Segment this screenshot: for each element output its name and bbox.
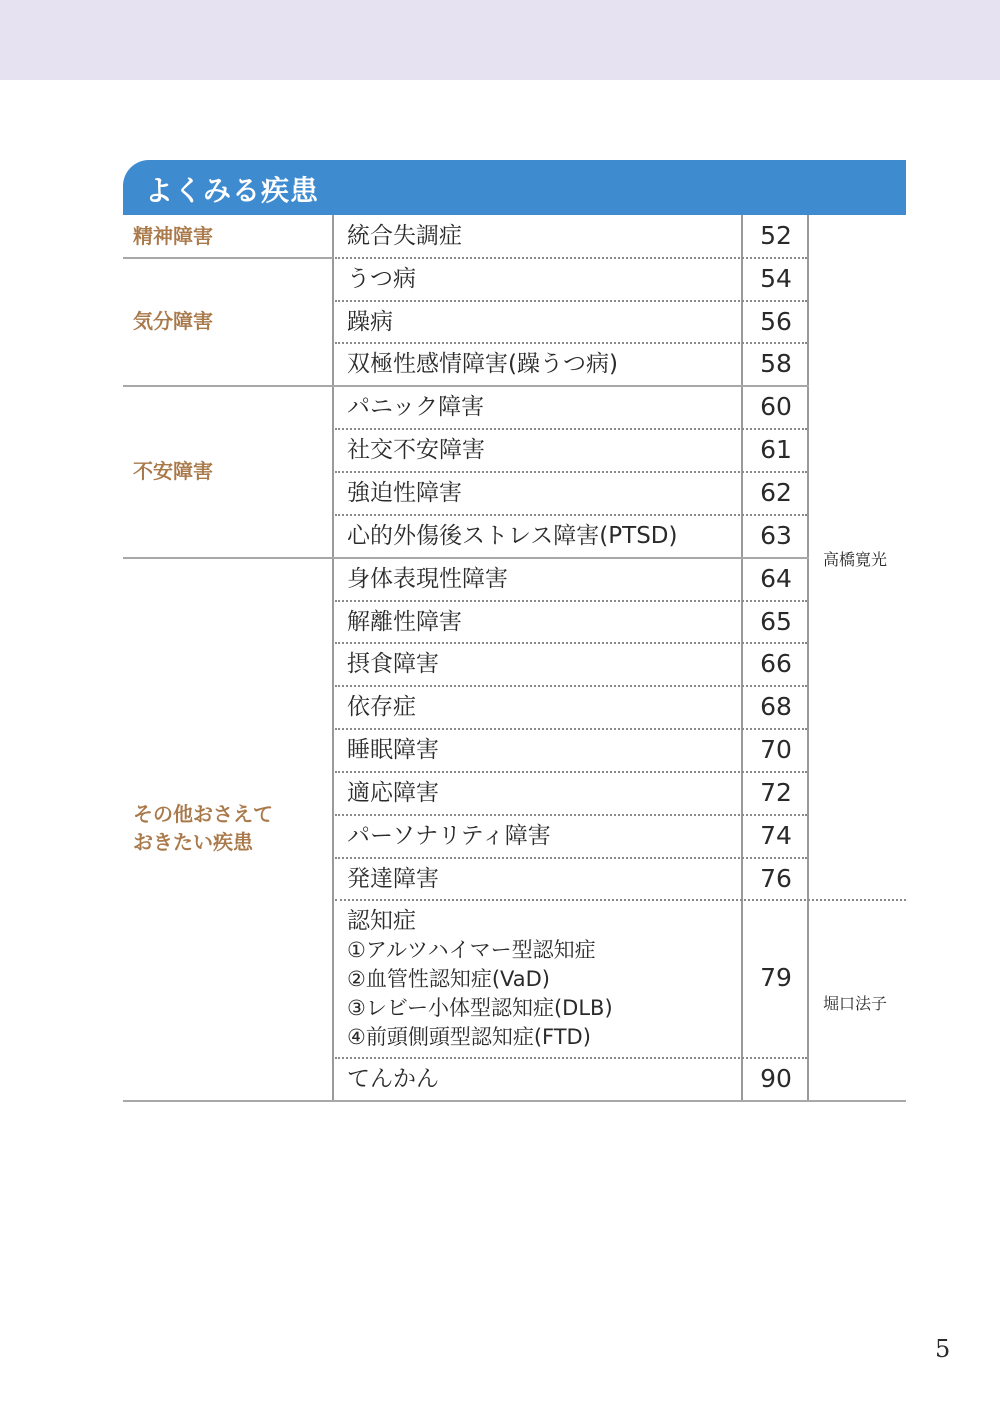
category-label: 不安障害 (133, 459, 213, 483)
toc-entry-page: 63 (760, 521, 792, 550)
toc-entry-title: パニック障害 (347, 394, 485, 420)
toc-entry-title: 解離性障害 (347, 609, 462, 635)
toc-entry-page: 79 (760, 963, 792, 992)
toc-entry-title: 摂食障害 (347, 651, 439, 677)
toc-entry-page: 54 (760, 264, 792, 293)
toc-entry-page: 60 (760, 392, 792, 421)
toc-entry-page: 72 (760, 778, 792, 807)
toc-entry-title: 社交不安障害 (347, 437, 485, 463)
toc-entry-title: 身体表現性障害 (347, 566, 508, 592)
section-title: よくみる疾患 (145, 174, 320, 207)
toc-entry-title: 認知症 (347, 908, 416, 934)
toc-entry-title: 双極性感情障害(躁うつ病) (347, 351, 618, 377)
toc-entry-page: 61 (760, 435, 792, 464)
toc-entry-title: 依存症 (347, 694, 416, 720)
toc-entry-page: 52 (760, 221, 792, 250)
toc-entry-page: 90 (760, 1064, 792, 1093)
toc-entry-page: 58 (760, 349, 792, 378)
toc-entry-title: 統合失調症 (347, 223, 462, 249)
toc-subitem: ②血管性認知症(VaD) (347, 967, 550, 991)
category-separator (123, 257, 333, 259)
toc-entry-page: 66 (760, 649, 792, 678)
toc-entry-title: 強迫性障害 (347, 480, 462, 506)
toc-entry-title: 適応障害 (347, 780, 439, 806)
category-label: その他おさえて おきたい疾患 (133, 802, 273, 854)
column-divider (332, 215, 334, 1102)
toc-entry-page: 68 (760, 692, 792, 721)
column-divider (741, 215, 743, 1102)
table-bottom-line (123, 1100, 906, 1102)
toc-entry-page: 62 (760, 478, 792, 507)
toc-subitem: ①アルツハイマー型認知症 (347, 938, 596, 962)
toc-entry-title: てんかん (347, 1066, 439, 1092)
toc-entry-title: うつ病 (347, 266, 416, 292)
column-divider (807, 215, 809, 1102)
toc-entry-title: 心的外傷後ストレス障害(PTSD) (347, 523, 678, 549)
toc-entry-title: パーソナリティ障害 (347, 823, 551, 849)
toc-entry-page: 76 (760, 864, 792, 893)
toc-entry-page: 65 (760, 607, 792, 636)
author-name: 高橋寛光 (823, 550, 888, 569)
category-label: 気分障害 (133, 309, 213, 333)
top-color-band (0, 0, 1000, 80)
toc-entry-title: 躁病 (347, 309, 393, 335)
toc-entry-multiline (347, 907, 613, 1052)
toc-entry-page: 70 (760, 735, 792, 764)
toc-subitem: ④前頭側頭型認知症(FTD) (347, 1025, 591, 1049)
toc-entry-page: 64 (760, 564, 792, 593)
toc-subitem: ③レビー小体型認知症(DLB) (347, 996, 613, 1020)
section-header (123, 160, 906, 215)
category-label: 精神障害 (133, 224, 213, 248)
page-number: 5 (935, 1335, 951, 1363)
author-name: 堀口法子 (823, 994, 888, 1013)
row-separator (335, 300, 807, 302)
toc-entry-page: 56 (760, 307, 792, 336)
toc-entry-page: 74 (760, 821, 792, 850)
toc-entry-title: 睡眠障害 (347, 737, 439, 763)
toc-entry-title: 発達障害 (347, 866, 439, 892)
toc-table (123, 215, 906, 1102)
